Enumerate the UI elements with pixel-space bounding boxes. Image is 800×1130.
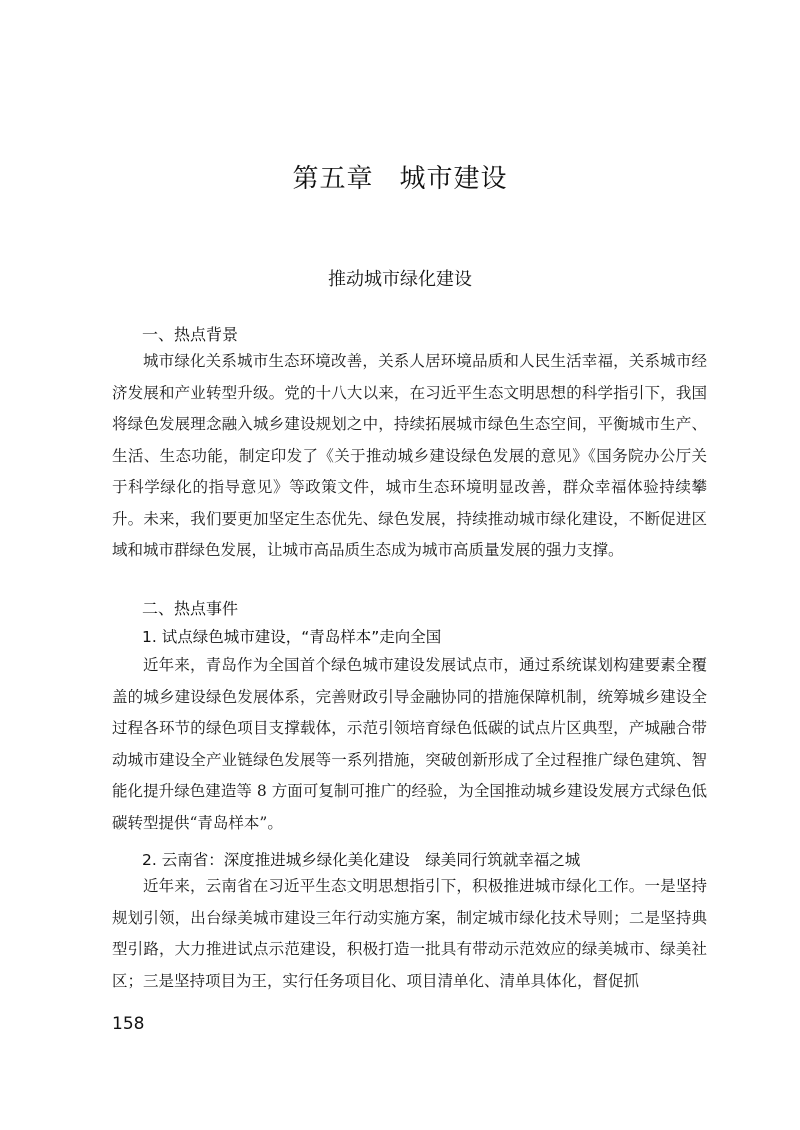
event-2-paragraph: 近年来，云南省在习近平生态文明思想指引下，积极推进城市绿化工作。一是坚持规划引领，出台绿美城市建设三年行动实施方案，制定城市绿化技术导则；二是坚持典型引路，大力推进试点示范建设，积极打造一批具有带动示范效应的绿美城市、绿美社区；三是坚持项目为王，实行任务项目化、项目清单化、清单具体化，督促抓 xyxy=(112,877,707,990)
event-1-heading: 1. 试点绿色城市建设，“青岛样本”走向全国 xyxy=(142,628,442,646)
event-2-heading: 2. 云南省：深度推进城乡绿化美化建设 绿美同行筑就幸福之城 xyxy=(142,851,581,869)
chapter-title xyxy=(0,158,800,195)
event-1-paragraph: 近年来，青岛作为全国首个绿色城市建设发展试点市，通过系统谋划构建要素全覆盖的城乡建设绿色发展体系，完善财政引导金融协同的措施保障机制，统筹城乡建设全过程各环节的绿色项目支撑载体，示范引领培育绿色低碳的试点片区典型，产城融合带动城市建设全产业链绿色发展等一系列措施，突破创新形成了全过程推广绿色建筑、智能化提升绿色建造等 8 方面可复制可推广的经验，为全国推动城乡建设发展方式绿色低碳转型提供“青岛样本”。 xyxy=(112,656,707,832)
heading-background: 一、热点背景 xyxy=(142,325,239,344)
page-number: 158 xyxy=(112,1014,145,1034)
heading-events: 二、热点事件 xyxy=(142,599,239,618)
chapter-name: 城市建设 xyxy=(399,164,508,194)
section-title: 推动城市绿化建设 xyxy=(328,269,472,290)
chapter-label: 第五章 xyxy=(292,164,374,194)
paragraph-background: 城市绿化关系城市生态环境改善，关系人居环境品质和人民生活幸福，关系城市经济发展和产业转型升级。党的十八大以来，在习近平生态文明思想的科学指引下，我国将绿色发展理念融入城乡建设规划之中，持续拓展城市绿色生态空间，平衡城市生产、生活、生态功能，制定印发了《关于推动城乡建设绿色发展的意见》《国务院办公厅关于科学绿化的指导意见》等政策文件，城市生态环境明显改善，群众幸福体验持续攀升。未来，我们要更加坚定生态优先、绿色发展，持续推动城市绿化建设，不断促进区域和城市群绿色发展，让城市高品质生态成为城市高质量发展的强力支撑。 xyxy=(112,352,707,559)
